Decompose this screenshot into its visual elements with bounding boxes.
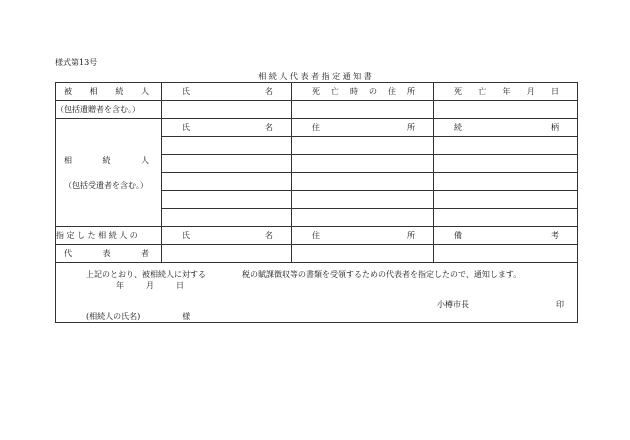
heir-name-line: (相続人の氏名) 様 [86, 312, 191, 321]
mayor-title: 小樽市長 [437, 300, 469, 309]
heir-address-field[interactable] [292, 209, 434, 227]
heir-relation-field[interactable] [434, 155, 578, 173]
deceased-name-header: 氏 名 [162, 83, 292, 101]
notice-section [56, 263, 578, 323]
heir-address-field[interactable] [292, 137, 434, 155]
notice-text: 上記のとおり、被相続人に対する 税の賦課徴収等の書類を受領するための代表者を指定したので、通知します。 [86, 270, 522, 279]
representative-label-2: 代 表 者 [56, 245, 162, 263]
heirs-relation-header: 続 柄 [434, 119, 578, 137]
rep-address-header: 住 所 [292, 227, 434, 245]
heir-address-field[interactable] [292, 191, 434, 209]
rep-remarks-field[interactable] [434, 245, 578, 263]
rep-remarks-header: 備 考 [434, 227, 578, 245]
deceased-label: 被 相 続 人 [56, 83, 162, 101]
heir-relation-field[interactable] [434, 209, 578, 227]
heir-name-field[interactable] [162, 209, 292, 227]
form-number: 様式第13号 [55, 58, 98, 67]
rep-address-field[interactable] [292, 245, 434, 263]
seal-mark: 印 [556, 300, 564, 309]
representative-label: 指 定 し た 相 続 人 の [56, 227, 162, 245]
rep-name-header: 氏 名 [162, 227, 292, 245]
notice-form-table [55, 82, 578, 323]
heir-address-field[interactable] [292, 155, 434, 173]
heir-name-field[interactable] [162, 191, 292, 209]
deceased-sub-label: （包括遺贈者を含む。） [56, 101, 162, 119]
heirs-sub-label: （包括受遺者を含む。） [64, 180, 148, 190]
deceased-address-header: 死 亡 時 の 住 所 [292, 83, 434, 101]
document-title: 相 続 人 代 表 者 指 定 通 知 書 [258, 72, 372, 81]
deceased-date-field[interactable] [434, 101, 578, 119]
heirs-name-header: 氏 名 [162, 119, 292, 137]
heir-relation-field[interactable] [434, 137, 578, 155]
rep-name-field[interactable] [162, 245, 292, 263]
notice-date: 年 月 日 [116, 281, 184, 290]
heir-name-field[interactable] [162, 155, 292, 173]
heir-name-field[interactable] [162, 173, 292, 191]
deceased-name-field[interactable] [162, 101, 292, 119]
deceased-address-field[interactable] [292, 101, 434, 119]
heir-relation-field[interactable] [434, 173, 578, 191]
heir-address-field[interactable] [292, 173, 434, 191]
heirs-address-header: 住 所 [292, 119, 434, 137]
deceased-date-header: 死 亡 年 月 日 [434, 83, 578, 101]
heirs-label: 相 続 人 （包括受遺者を含む。） [56, 119, 162, 227]
heir-relation-field[interactable] [434, 191, 578, 209]
heir-name-field[interactable] [162, 137, 292, 155]
